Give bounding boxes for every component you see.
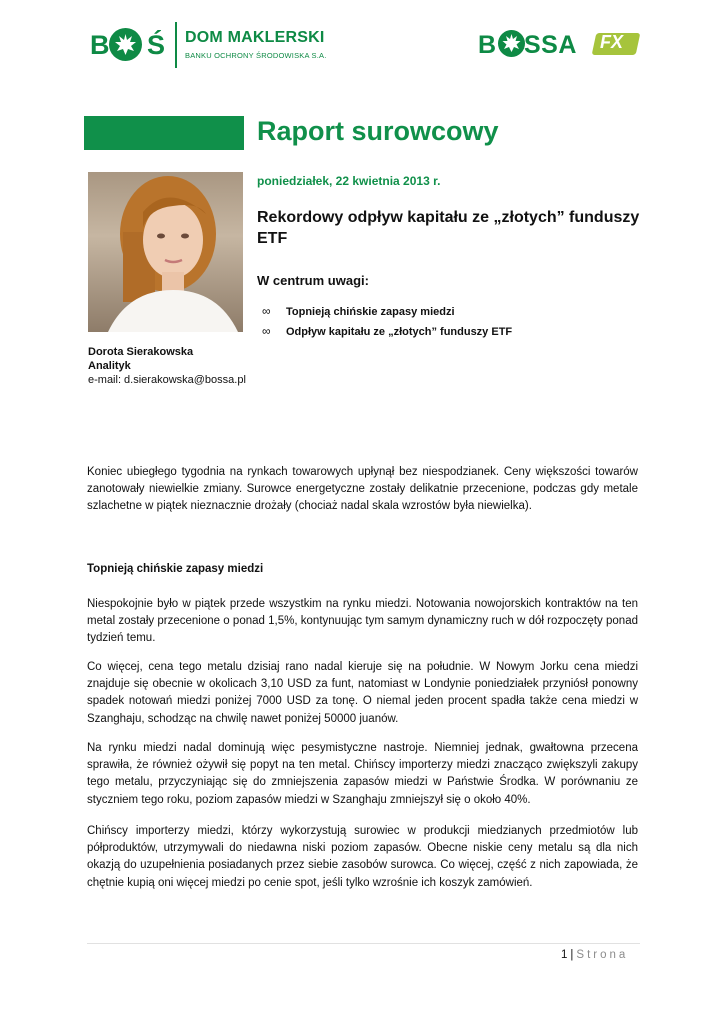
bossa-logo-text: SSA — [524, 31, 577, 59]
page-footer — [561, 949, 628, 961]
leaf-icon — [109, 28, 142, 61]
analyst-role: Analityk — [88, 360, 131, 372]
title-accent-bar — [84, 116, 244, 150]
report-date: poniedziałek, 22 kwietnia 2013 r. — [257, 174, 441, 188]
analyst-name: Dorota Sierakowska — [88, 346, 194, 358]
body-paragraph-1: Niespokojnie było w piątek przede wszystkim na rynku miedzi. Notowania nowojorskich kontraktów na ten metal zostały przecenione o ponad 1,5%, kontynuując tym samym dynamiczny ruch w dół rozpoczęty ponad tydzień temu. — [87, 598, 638, 645]
focus-item-label: Topnieją chińskie zapasy miedzi — [286, 306, 455, 318]
brokerage-subtitle: BANKU OCHRONY ŚRODOWISKA S.A. — [185, 51, 327, 60]
bossa-leaf-icon — [498, 30, 525, 57]
bossa-logo-letter-b: B — [478, 31, 497, 59]
brokerage-name: DOM MAKLERSKI — [185, 29, 325, 46]
list-item — [262, 303, 512, 323]
focus-list — [262, 303, 512, 343]
bos-logo — [90, 20, 340, 70]
bos-logo-letter-b: B — [90, 30, 110, 60]
bos-logo-letter-s: Ś — [147, 30, 166, 60]
footer-separator: | — [570, 949, 574, 961]
logo-divider — [175, 22, 177, 68]
analyst-email[interactable]: e-mail: d.sierakowska@bossa.pl — [88, 374, 246, 386]
focus-heading: W centrum uwagi: — [257, 273, 369, 288]
list-item — [262, 323, 512, 343]
footer-divider — [87, 943, 640, 944]
analyst-info — [88, 345, 246, 387]
focus-item-label: Odpływ kapitału ze „złotych” funduszy ETF — [286, 326, 513, 338]
intro-paragraph: Koniec ubiegłego tygodnia na rynkach towarowych upłynął bez niespodzianek. Ceny większości towarów zanotowały niewielkie zmiany. Surowce energetyczne zostały delikatnie przecenione, podczas gdy metale szlachetne w piątek nieznacznie drożały (chociaż nadal skala wzrostów była niewielka). — [87, 466, 638, 513]
body-paragraph-4: Chińscy importerzy miedzi, którzy wykorzystują surowiec w produkcji miedzianych przedmiotów lub półproduktów, utrzymywali do niedawna niski poziom zapasów. Obecne niskie ceny metalu są dla nich okazją do uzupełnienia posiadanych przez siebie zasobów surowca. Co więcej, część z nich zapowiada, że chętnie kupią oni więcej miedzi po cenie spot, jeśli tylko wzrośnie ich koszyk zamówień. — [87, 825, 638, 889]
report-title: Raport surowcowy — [257, 116, 499, 146]
section-title: Topnieją chińskie zapasy miedzi — [87, 563, 264, 575]
report-headline: Rekordowy odpływ kapitału ze „złotych” funduszy ETF — [257, 209, 640, 247]
infinity-bullet-icon: ∞ — [262, 304, 271, 318]
analyst-photo — [88, 172, 243, 332]
bossa-fx-logo — [478, 28, 648, 68]
body-paragraph-3: Na rynku miedzi nadal dominują więc pesymistyczne nastroje. Niemniej jednak, gwałtowna przecena sprawiła, że również ożywił się popyt na ten metal. Chińscy importerzy miedzi znacząco zwiększyli zakupy tego metalu, przyczyniając się do zmniejszenia zapasów miedzi w Państwie Środka. W porównaniu ze styczniem tego roku, poziom zapasów miedzi w Szanghaju zmniejszył się o około 40%. — [87, 742, 638, 806]
page-label: Strona — [576, 949, 629, 961]
fx-badge-label: FX — [600, 32, 624, 52]
page-number: 1 — [561, 949, 568, 961]
body-paragraph-2: Co więcej, cena tego metalu dzisiaj rano nadal kieruje się na południe. W Nowym Jorku cena miedzi znajduje się obecnie w okolicach 3,10 USD za funt, natomiast w Londynie poniedziałek przyniósł ponowny spadek notowań miedzi poniżej 7000 USD za tonę. O niemal jeden procent spadła także cena miedzi w Szanghaju, schodząc na chwilę nawet poniżej 50000 juanów. — [87, 661, 638, 725]
infinity-bullet-icon: ∞ — [262, 324, 271, 338]
